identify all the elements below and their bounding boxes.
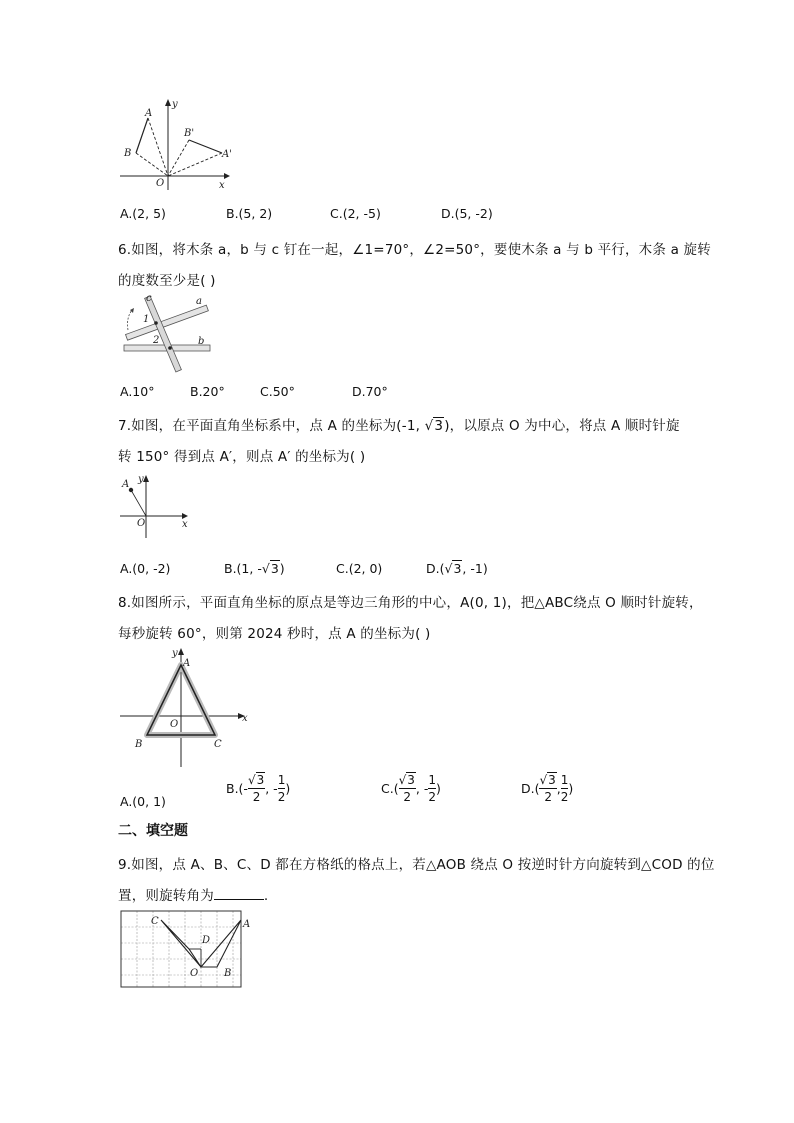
q7-option-d-sqrt: 3: [453, 561, 462, 576]
q8-c-frac1-den: 2: [403, 790, 412, 804]
fig8-label-x: x: [242, 713, 248, 724]
q7-option-d-pre: D.(: [426, 561, 445, 576]
q9-text-line2: [118, 884, 268, 904]
q8-text-line1: 8.如图所示，平面直角坐标的原点是等边三角形的中心，A(0, 1)，把△ABC绕点 O 顺时针旋转，: [118, 595, 703, 611]
q7-option-d[interactable]: [426, 561, 488, 576]
fig5-label-y: y: [172, 99, 178, 110]
q8-b-pre: B.(-: [226, 781, 248, 796]
section-heading-fill-in: 二、填空题: [118, 823, 188, 839]
q6-option-a[interactable]: A.10°: [120, 384, 155, 399]
q7-option-b-post: ): [279, 561, 285, 576]
q8-option-c[interactable]: [381, 773, 441, 804]
fig9-label-b: B: [224, 968, 232, 979]
sqrt-icon: √: [424, 418, 434, 434]
q7-option-c[interactable]: C.(2, 0): [336, 561, 383, 576]
q8-d-pre: D.(: [521, 781, 540, 796]
q5-option-c[interactable]: C.(2, -5): [330, 206, 381, 221]
sqrt-icon: √: [444, 561, 453, 576]
fig7-label-a: A: [122, 479, 130, 490]
fig6-label-a: a: [196, 296, 202, 307]
q8-b-frac1-den: 2: [252, 790, 261, 804]
q8-text-line2: 每秒旋转 60°，则第 2024 秒时，点 A 的坐标为( ): [118, 626, 431, 642]
fig9-label-c: C: [151, 916, 159, 927]
q5-option-b[interactable]: B.(5, 2): [226, 206, 273, 221]
q6-option-c[interactable]: C.50°: [260, 384, 295, 399]
q8-d-close: ): [568, 781, 574, 796]
figure-q9-grid: [120, 910, 250, 990]
fig8-label-c: C: [214, 739, 222, 750]
q8-c-frac2-den: 2: [428, 790, 436, 804]
sqrt-icon: √: [247, 773, 256, 787]
figure-q7-coordinate: [118, 470, 198, 540]
q8-d-frac2-den: 2: [560, 790, 569, 804]
q7-option-b-pre: B.(1, -: [224, 561, 262, 576]
q7-option-d-post: , -1): [462, 561, 488, 576]
q5-option-a[interactable]: A.(2, 5): [120, 206, 166, 221]
q7-text-line2: 转 150° 得到点 A′，则点 A′ 的坐标为( ): [118, 449, 366, 465]
fig5-label-b: B: [124, 148, 132, 159]
figure-q5-coordinate: [118, 96, 238, 192]
q8-b-frac2-den: 2: [277, 790, 286, 804]
fig8-label-o: O: [170, 719, 179, 730]
q8-c-frac1: [399, 773, 416, 804]
q9-answer-blank[interactable]: [214, 887, 264, 900]
q6-option-d[interactable]: D.70°: [352, 384, 388, 399]
fig5-label-a: A: [145, 108, 153, 119]
fig7-label-o: O: [137, 518, 146, 529]
q6-text-line2: 的度数至少是( ): [118, 273, 216, 289]
figure-q6-sticks: [118, 292, 218, 374]
fig6-label-1: 1: [143, 314, 150, 325]
fig9-label-o: O: [190, 968, 199, 979]
q9-line2-pre: 置，则旋转角为: [118, 888, 214, 904]
q9-text-line1: 9.如图，点 A、B、C、D 都在方格纸的格点上，若△AOB 绕点 O 按逆时针方向旋转到△COD 的位: [118, 857, 715, 873]
q9-line2-post: .: [263, 888, 269, 904]
fig5-label-o: O: [156, 178, 165, 189]
sqrt-icon: √: [398, 773, 407, 787]
q8-c-close: ): [435, 781, 441, 796]
q8-d-frac1-num: 3: [548, 773, 556, 787]
q8-d-frac2-num: 1: [560, 773, 569, 787]
q7-option-b[interactable]: [224, 561, 285, 576]
q5-option-d[interactable]: D.(5, -2): [441, 206, 493, 221]
q8-d-frac1-den: 2: [544, 790, 552, 804]
fig8-label-b: B: [135, 739, 143, 750]
q6-option-b[interactable]: B.20°: [190, 384, 225, 399]
fig6-label-2: 2: [153, 335, 160, 346]
fig8-label-a: A: [183, 658, 191, 669]
q7-text-line1: [118, 414, 680, 434]
fig7-label-x: x: [182, 519, 188, 530]
q7-option-a[interactable]: A.(0, -2): [120, 561, 171, 576]
q8-d-sep: ,: [556, 781, 561, 796]
q8-b-frac1: [248, 773, 265, 804]
q7-line1-post: )，以原点 O 为中心，将点 A 顺时针旋: [444, 418, 680, 434]
fig9-label-a: A: [243, 919, 250, 930]
fig5-label-x: x: [219, 180, 225, 191]
fig5-label-bp: B': [184, 128, 195, 139]
q7-line1-pre: 7.如图，在平面直角坐标系中，点 A 的坐标为(-1,: [118, 418, 425, 434]
sqrt-icon: √: [261, 561, 270, 576]
q8-c-pre: C.(: [381, 781, 399, 796]
q8-b-close: ): [285, 781, 291, 796]
figure-q8-triangle: [118, 645, 258, 769]
q8-b-frac1-num: 3: [256, 773, 265, 787]
fig8-label-y: y: [172, 648, 178, 659]
fig5-label-ap: A': [222, 149, 232, 160]
sqrt-icon: √: [539, 773, 548, 787]
q8-c-frac1-num: 3: [407, 773, 415, 787]
q8-b-sep: , -: [265, 781, 278, 796]
q8-option-d[interactable]: [521, 773, 573, 804]
fig7-label-y: y: [138, 474, 144, 485]
fig9-label-d: D: [202, 935, 211, 946]
q8-c-frac2-num: 1: [428, 773, 436, 787]
q7-option-b-sqrt: 3: [270, 561, 279, 576]
q8-c-sep: , -: [415, 781, 429, 796]
fig6-label-b: b: [198, 336, 205, 347]
q8-option-b[interactable]: [226, 773, 290, 804]
q8-option-a[interactable]: A.(0, 1): [120, 794, 166, 809]
q7-line1-sqrt: 3: [434, 418, 444, 434]
q8-d-frac1: [539, 773, 556, 804]
q8-b-frac2-num: 1: [277, 773, 286, 787]
q8-c-frac2: [428, 773, 436, 804]
fig6-label-c: c: [146, 293, 152, 304]
q6-text-line1: 6.如图，将木条 a，b 与 c 钉在一起，∠1=70°，∠2=50°，要使木条 a 与 b 平行，木条 a 旋转: [118, 242, 711, 258]
